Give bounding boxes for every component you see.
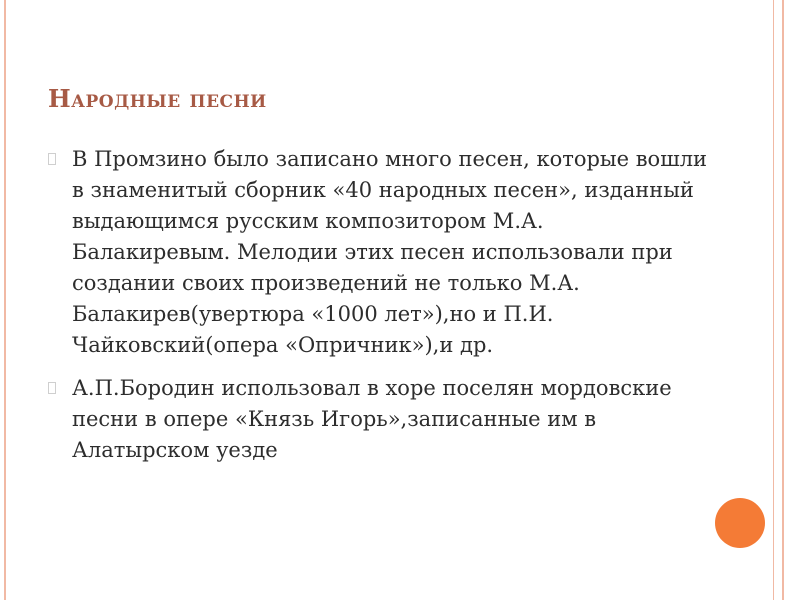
left-frame-line <box>4 0 6 600</box>
slide-title: Народные песни <box>48 84 267 113</box>
right-frame-inner-line <box>773 0 774 600</box>
bullet-item <box>48 373 708 466</box>
square-bullet-icon <box>48 153 56 165</box>
square-bullet-icon <box>48 382 56 394</box>
orange-circle-decoration <box>715 498 765 548</box>
bullet-text: А.П.Бородин использовал в хоре поселян мордовские песни в опере «Князь Игорь»,записанные им в Алатырском уезде <box>72 376 672 462</box>
bullet-text: В Промзино было записано много песен, которые вошли в знаменитый сборник «40 народных песен», изданный выдающимся русским композитором М.А. Балакиревым. Мелодии этих песен использовали при создании своих произведений не только М.А. Балакирев(увертюра «1000 лет»),но и П.И. Чайковский(опера «Опричник»),и др. <box>72 147 708 357</box>
bullet-list <box>48 144 708 478</box>
right-frame-outer-line <box>782 0 784 600</box>
bullet-item <box>48 144 708 361</box>
